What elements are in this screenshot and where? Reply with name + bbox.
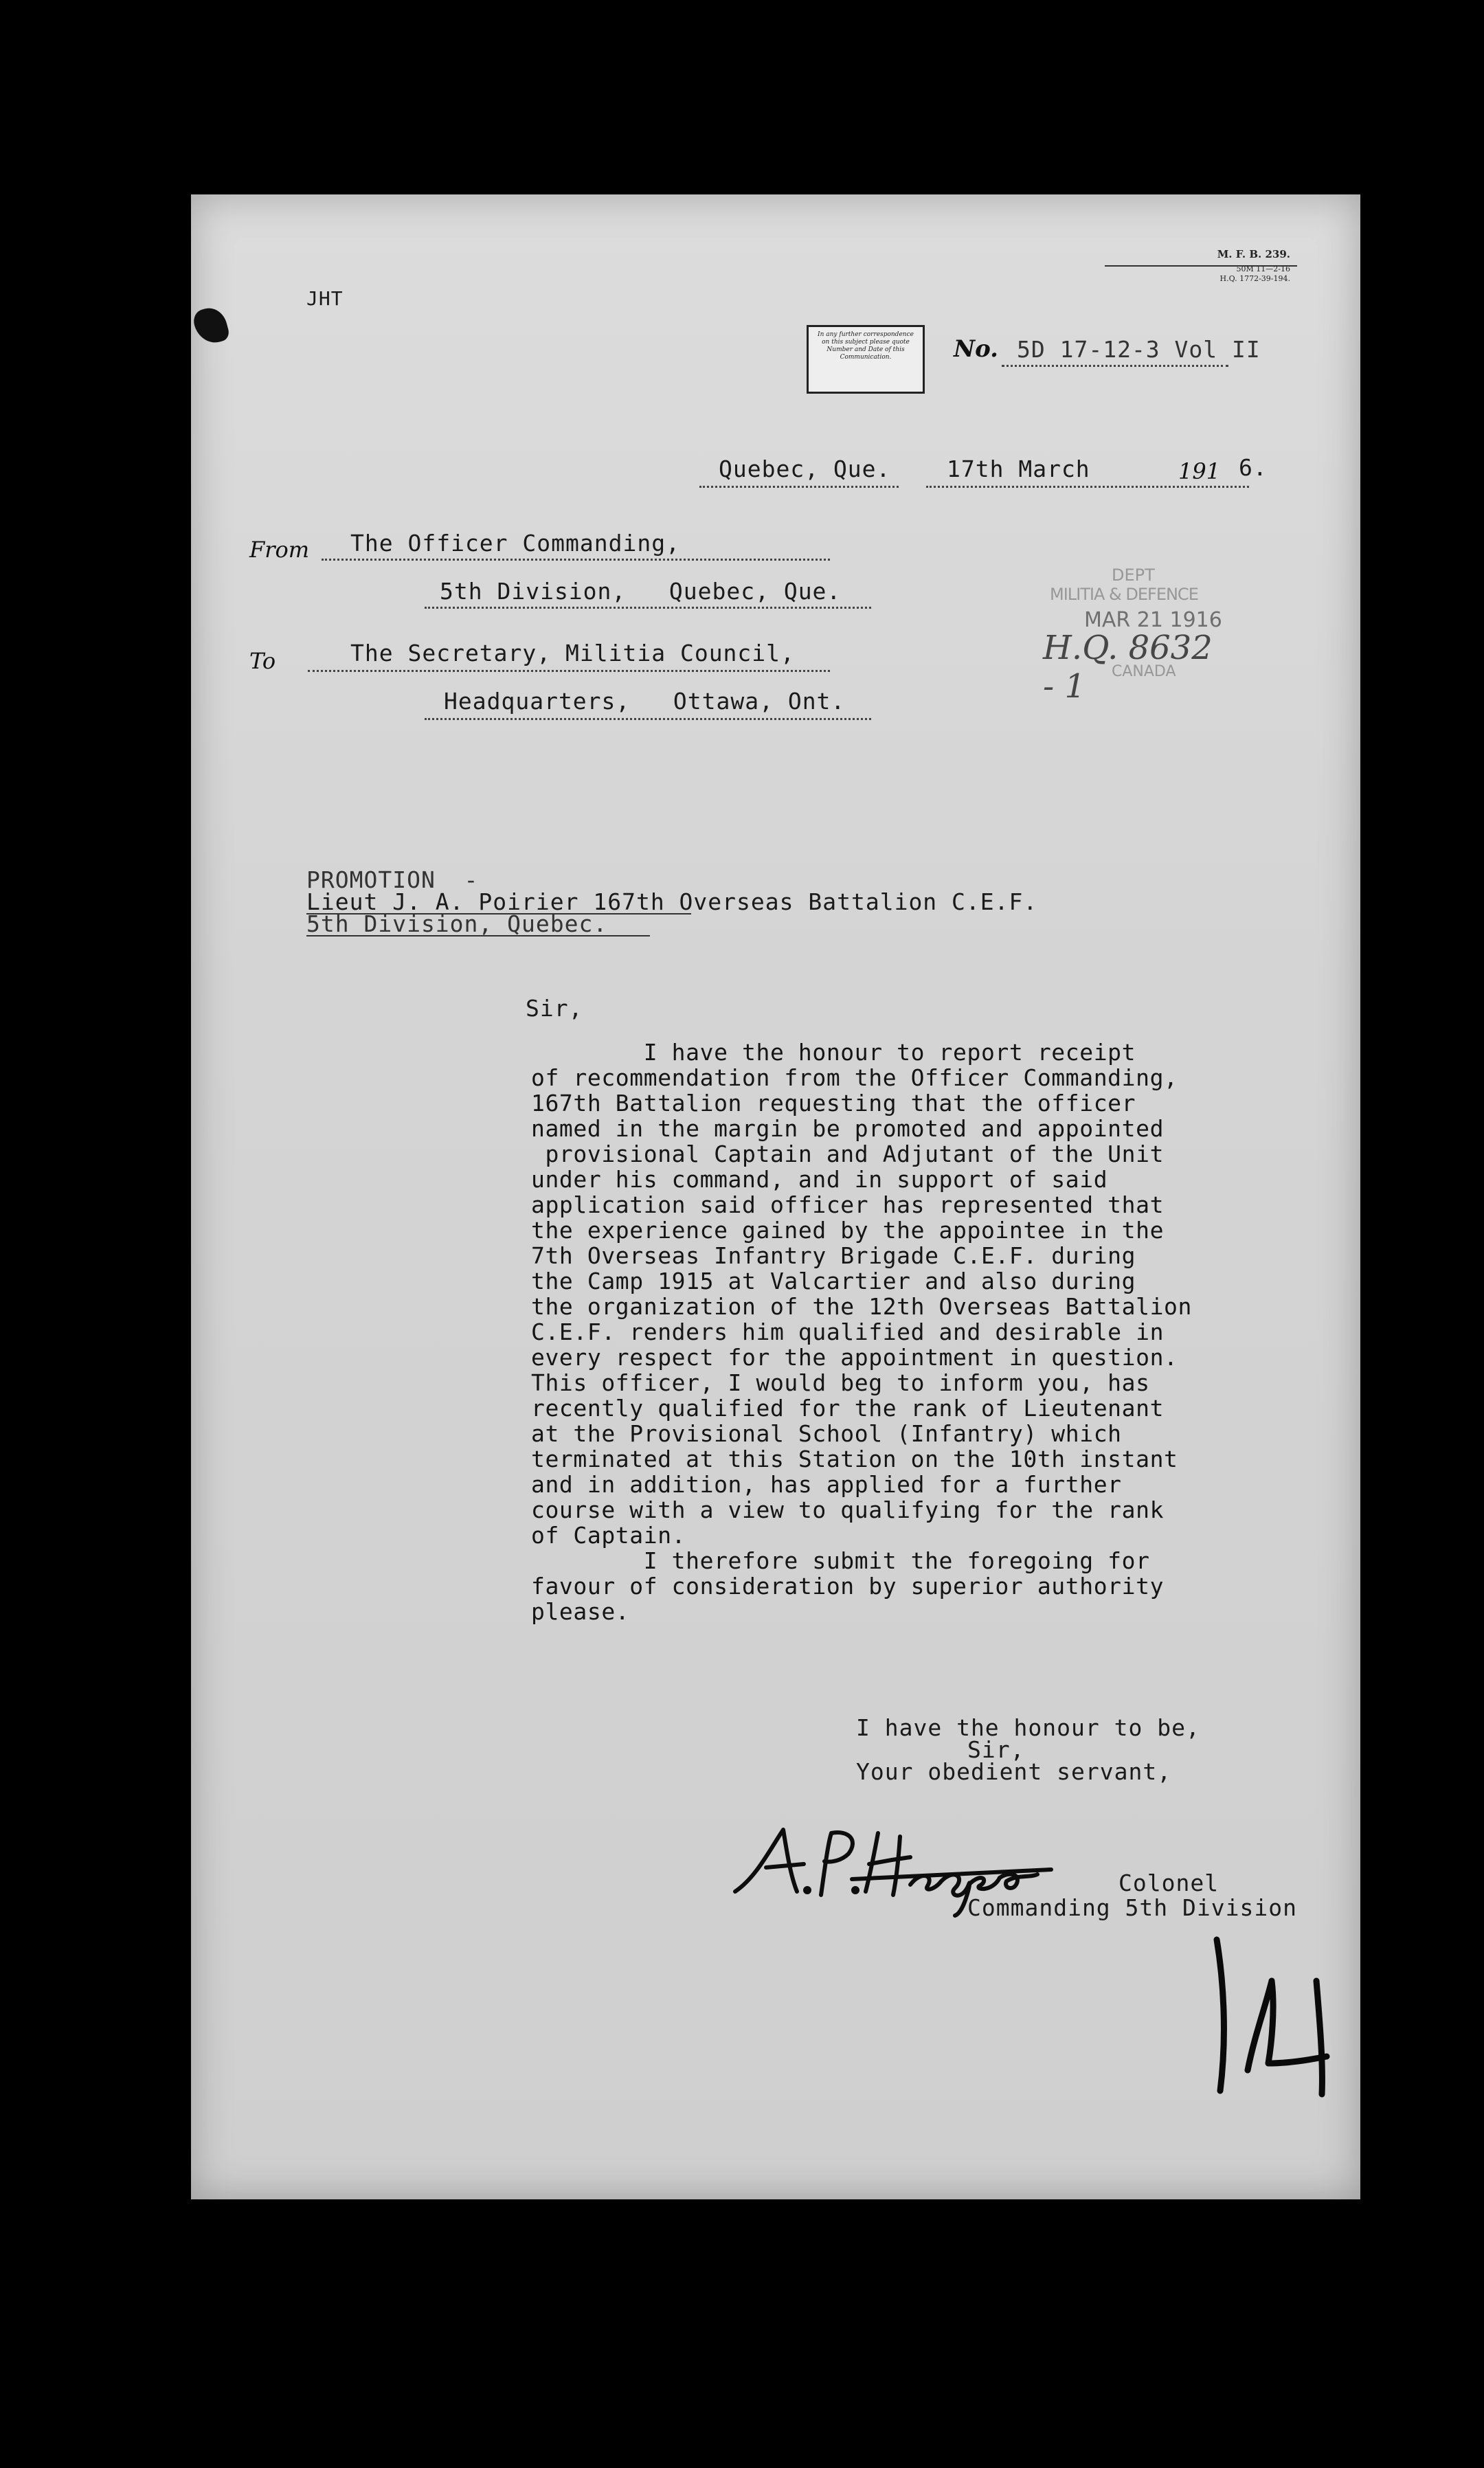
closing-line-2: Sir, (967, 1736, 1025, 1763)
letter-body (531, 1040, 1266, 1624)
closing-line-1: I have the honour to be, (856, 1714, 1200, 1741)
typist-initials: JHT (306, 287, 344, 310)
subject-line-1: PROMOTION - (306, 866, 479, 893)
stamp-dept: DEPT (1112, 565, 1155, 585)
dateline-date: 17th March (947, 456, 1090, 482)
to-line-2: Headquarters, Ottawa, Ont. (444, 688, 846, 715)
body-line: I have the honour to report receipt (531, 1039, 1136, 1066)
body-line: the Camp 1915 at Valcartier and also during (531, 1268, 1136, 1294)
to-line-2-underline (425, 718, 871, 720)
body-line: C.E.F. renders him qualified and desirable in (531, 1319, 1165, 1345)
body-line: recently qualified for the rank of Lieutenant (531, 1395, 1165, 1422)
file-number-underline (1002, 365, 1228, 367)
quote-number-notice: In any further correspondence on this subject please quote Number and Date of this Communication. (807, 325, 925, 394)
body-line: of recommendation from the Officer Commanding, (531, 1064, 1178, 1091)
dateline-place: Quebec, Que. (719, 456, 891, 482)
body-line: named in the margin be promoted and appointed (531, 1115, 1165, 1142)
from-line-1-underline (322, 559, 830, 561)
body-line: every respect for the appointment in question. (531, 1344, 1178, 1371)
body-line: 7th Overseas Infantry Brigade C.E.F. during (531, 1242, 1136, 1269)
to-line-1: The Secretary, Militia Council, (350, 640, 795, 666)
form-number: M. F. B. 239. 50M 11—2-16 H.Q. 1772-39-194. (1139, 248, 1290, 284)
ink-blot-mark (191, 304, 231, 347)
body-line: of Captain. (531, 1522, 686, 1549)
body-line: terminated at this Station on the 10th instant (531, 1446, 1178, 1472)
salutation: Sir, (526, 995, 583, 1022)
body-line: I therefore submit the foregoing for (531, 1547, 1150, 1574)
dateline-place-underline (699, 486, 899, 488)
form-number-rule (1105, 265, 1297, 267)
stamp-militia: MILITIA & DEFENCE (1050, 585, 1198, 604)
body-line: application said officer has represented that (531, 1191, 1165, 1218)
body-line: under his command, and in support of said (531, 1166, 1108, 1193)
signatory-title: Commanding 5th Division (967, 1894, 1297, 1921)
body-line: 167th Battalion requesting that the officer (531, 1090, 1136, 1117)
file-number-label: No. (954, 335, 998, 363)
to-label: To (249, 648, 276, 674)
letter-page (191, 194, 1360, 2199)
handwritten-page-number (1206, 1926, 1344, 2105)
dateline-year-suffix: 6. (1239, 454, 1268, 481)
body-line: at the Provisional School (Infantry) which (531, 1420, 1122, 1447)
from-line-1: The Officer Commanding, (350, 530, 680, 557)
signatory-rank: Colonel (1118, 1870, 1219, 1896)
body-line: course with a view to qualifying for the rank (531, 1496, 1165, 1523)
stamp-date: MAR 21 1916 (1084, 608, 1222, 632)
stamp-hq-reference: H.Q. 8632 - 1 (1043, 629, 1213, 706)
body-line: provisional Captain and Adjutant of the Unit (531, 1141, 1165, 1167)
body-line: the organization of the 12th Overseas Battalion (531, 1293, 1192, 1320)
body-line: the experience gained by the appointee in the (531, 1217, 1165, 1244)
from-line-2: 5th Division, Quebec, Que. (440, 578, 842, 605)
dateline-date-underline (926, 486, 1249, 488)
body-line: and in addition, has applied for a further (531, 1471, 1122, 1498)
form-print-info: 50M 11—2-16 H.Q. 1772-39-194. (1219, 265, 1290, 283)
file-number: 5D 17-12-3 Vol II (1017, 336, 1261, 363)
subject-line-2: Lieut J. A. Poirier 167th Overseas Battalion C.E.F. (306, 888, 1038, 915)
subject-line-3: 5th Division, Quebec. (306, 910, 608, 937)
subject-underline-2 (306, 935, 650, 936)
received-stamp (1043, 565, 1228, 706)
stamp-canada: CANADA (1112, 663, 1176, 680)
body-line: This officer, I would beg to inform you, has (531, 1369, 1150, 1396)
dateline-year-prefix: 191 (1178, 458, 1221, 484)
from-label: From (249, 537, 310, 563)
to-line-1-underline (308, 670, 830, 672)
closing-line-3: Your obedient servant, (856, 1758, 1172, 1785)
body-line: please. (531, 1598, 630, 1625)
body-line: favour of consideration by superior authority (531, 1573, 1165, 1600)
from-line-2-underline (425, 607, 871, 609)
